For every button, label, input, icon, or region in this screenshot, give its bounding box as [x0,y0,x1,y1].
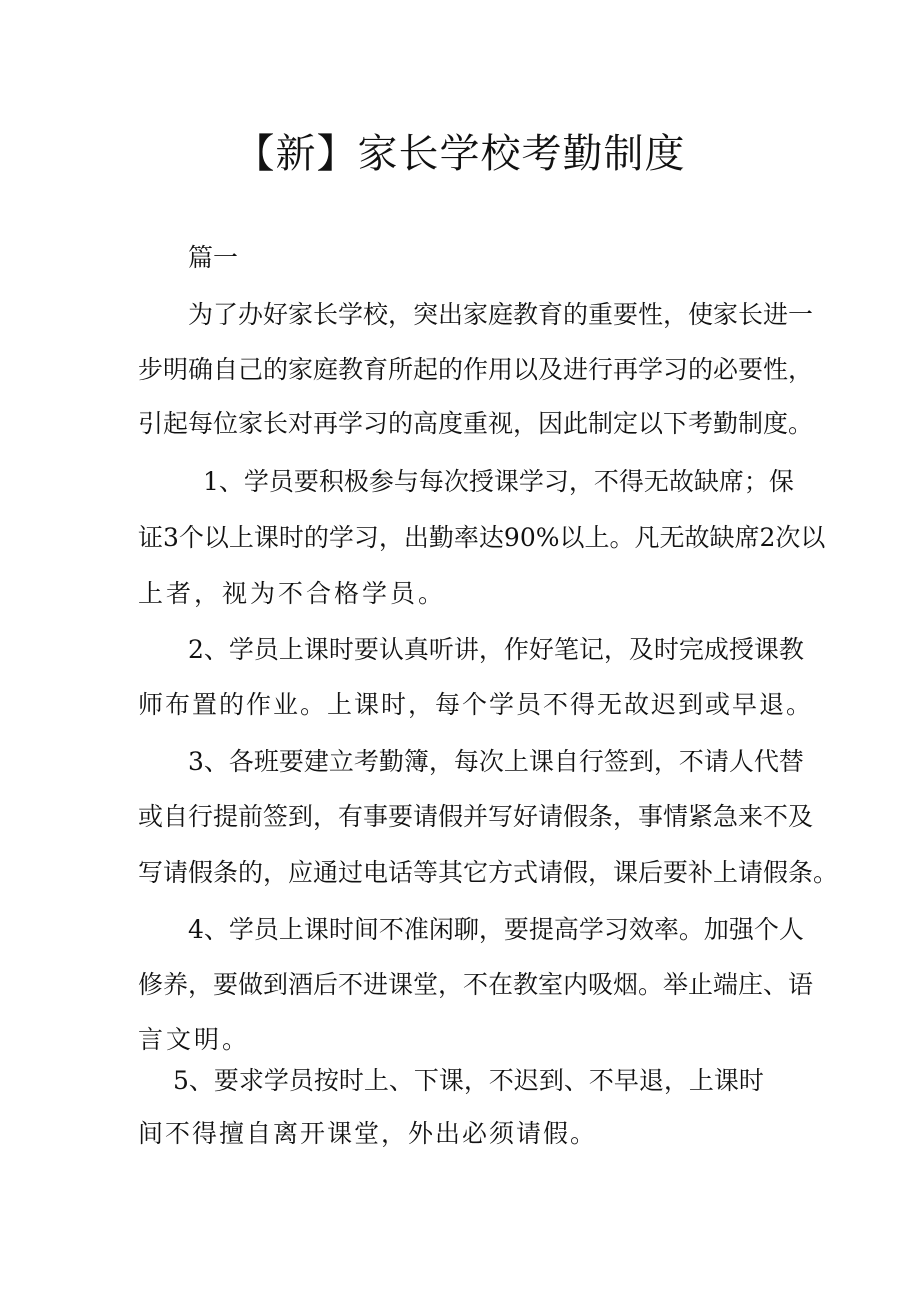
section-label: 篇一 [188,243,239,272]
rule-1-line-2: 证3个以上课时的学习，出勤率达90%以上。凡无故缺席2次以 [138,523,826,552]
intro-line-1: 为了办好家长学校，突出家庭教育的重要性，使家长进一 [188,300,814,329]
rule-1-line-3: 上者，视为不合格学员。 [138,579,447,608]
rule-3-line-2: 或自行提前签到，有事要请假并写好请假条，事情紧急来不及 [138,802,814,831]
rule-5-line-1: 5、要求学员按时上、下课，不迟到、不早退，上课时 [173,1066,764,1095]
rule-4-line-2: 修养，要做到酒后不进课堂，不在教室内吸烟。举止端庄、语 [138,970,814,999]
rule-3-line-3: 写请假条的，应通过电话等其它方式请假，课后要补上请假条。 [138,858,839,887]
document-title: 【新】家长学校考勤制度 [234,131,686,177]
intro-line-2: 步明确自己的家庭教育所起的作用以及进行再学习的必要性， [138,355,814,384]
rule-2-line-2: 师布置的作业。上课时，每个学员不得无故迟到或早退。 [138,690,814,719]
rule-4-line-3: 言文明。 [138,1025,251,1054]
rule-3-line-1: 3、各班要建立考勤簿，每次上课自行签到，不请人代替 [188,747,804,776]
rule-2-line-1: 2、学员上课时要认真听讲，作好笔记，及时完成授课教 [188,635,804,664]
rule-5-line-2: 间不得擅自离开课堂，外出必须请假。 [138,1119,598,1148]
rule-1-line-1: 1、学员要积极参与每次授课学习，不得无故缺席；保 [203,467,794,496]
rule-4-line-1: 4、学员上课时间不准闲聊，要提高学习效率。加强个人 [188,915,804,944]
intro-line-3: 引起每位家长对再学习的高度重视，因此制定以下考勤制度。 [138,409,814,438]
